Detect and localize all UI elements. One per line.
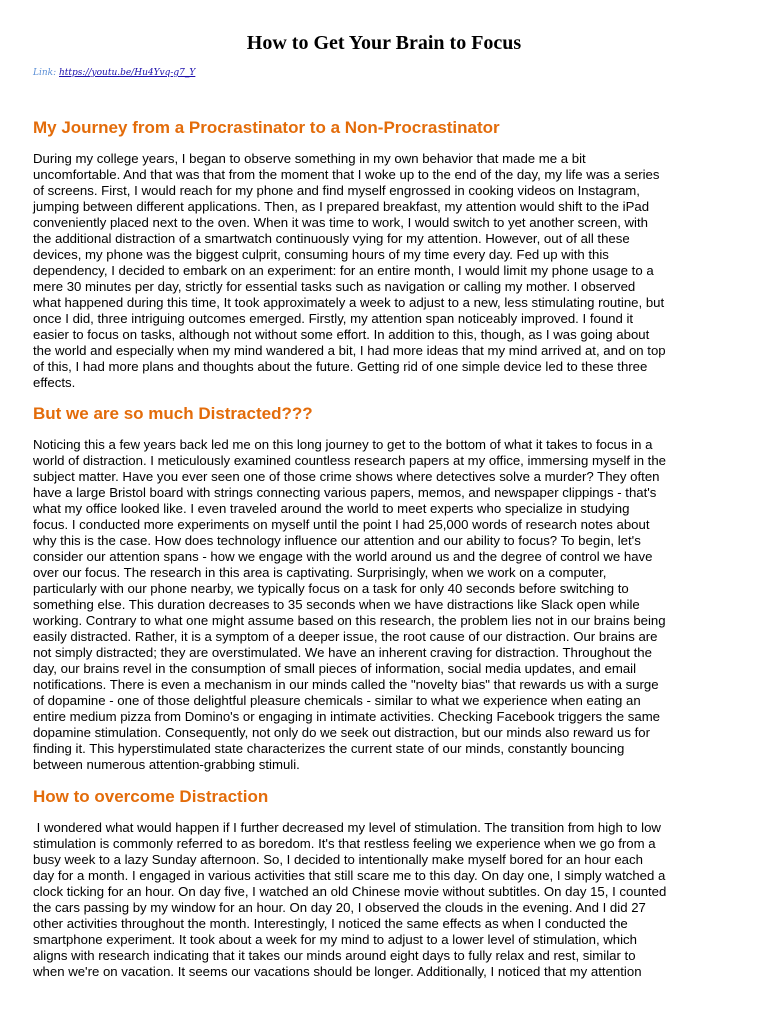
text-line: smartphone experiment. It took about a week for my mind to adjust to a lower level of stimulation, which (33, 932, 637, 947)
text-line: stimulation is commonly referred to as boredom. It's that restless feeling we experience when we go from a (33, 836, 656, 851)
video-link-line (33, 67, 195, 79)
document-title: How to Get Your Brain to Focus (246, 32, 522, 54)
section-body-procrastinator (33, 151, 737, 391)
text-line: busy week to a lazy Sunday afternoon. So, I decided to intentionally make myself bored for an hour each (33, 852, 643, 867)
text-line: working. Contrary to what one might assume based on this research, the problem lies not in our brains being (33, 613, 666, 628)
text-line: easier to focus on tasks, although not without some effort. In addition to this, though, as I was going about (33, 327, 650, 342)
text-line: world of distraction. I meticulously examined countless research papers at my office, immersing myself in the (33, 453, 667, 468)
text-line: jumping between different applications. Then, as I prepared breakfast, my attention would shift to the iPad (33, 199, 650, 214)
text-line: not simply distracted; they are overstimulated. We have an inherent craving for distraction. Throughout the (33, 645, 652, 660)
text-line: aligns with research indicating that it takes our minds around eight days to fully relax and rest, similar to (33, 948, 636, 963)
text-line: the additional distraction of a smartwatch continuously vying for my attention. However, out of all these (33, 231, 630, 246)
text-line: what my office looked like. I even traveled around the world to meet experts who specialize in studying (33, 501, 630, 516)
text-line: clock ticking for an hour. On day five, I watched an old Chinese movie without subtitles. On day 15, I counted (33, 884, 667, 899)
text-line: something else. This duration decreases to 35 seconds when we have distractions like Slack open while (33, 597, 640, 612)
section-body-overcome (33, 820, 737, 980)
section-heading-distracted: But we are so much Distracted??? (33, 404, 313, 423)
text-line: mere 30 minutes per day, strictly for essential tasks such as navigation or calling my mother. I observed (33, 279, 636, 294)
text-line: particularly with our phone nearby, we typically focus on a task for only 40 seconds before switching to (33, 581, 629, 596)
section-heading-procrastinator: My Journey from a Procrastinator to a Non-Procrastinator (33, 118, 500, 137)
text-line: day for a month. I engaged in various activities that still scare me to this day. On day one, I simply watched a (33, 868, 666, 883)
text-line: over our focus. The research in this area is captivating. Surprisingly, when we work on a computer, (33, 565, 607, 580)
text-line: day, our brains revel in the consumption of small pieces of information, social media updates, and email (33, 661, 637, 676)
text-line: once I did, three intriguing outcomes emerged. Firstly, my attention span noticeably improved. I found it (33, 311, 634, 326)
text-line: finding it. This hyperstimulated state characterizes the current state of our minds, constantly bouncing (33, 741, 625, 756)
text-line: dopamine stimulation. Consequently, not only do we seek out distraction, but our minds also reward us for (33, 725, 650, 740)
text-line: consider our attention spans - how we engage with the world around us and the degree of control we have (33, 549, 653, 564)
text-line: devices, my phone was the biggest culprit, consuming hours of my time every day. Fed up with this (33, 247, 609, 262)
text-line: easily distracted. Rather, it is a symptom of a deeper issue, the root cause of our distraction. Our brains are (33, 629, 658, 644)
text-line: between numerous attention-grabbing stimuli. (33, 757, 300, 772)
text-line: entire medium pizza from Domino's or engaging in intimate activities. Checking Facebook triggers the same (33, 709, 661, 724)
text-line: focus. I conducted more experiments on myself until the point I had 25,000 words of research notes about (33, 517, 650, 532)
text-line: have a large Bristol board with strings connecting various papers, memos, and newspaper clippings - that's (33, 485, 657, 500)
text-line: conveniently placed next to the oven. When it was time to work, I would switch to yet another screen, with (33, 215, 648, 230)
text-line: when we're on vacation. It seems our vacations should be longer. Additionally, I noticed that my attention (33, 964, 642, 979)
section-body-distracted (33, 437, 737, 773)
text-line: the cars passing by my window for an hour. On day 20, I observed the clouds in the evening. And I did 27 (33, 900, 646, 915)
text-line: I wondered what would happen if I further decreased my level of stimulation. The transition from high to low (33, 820, 661, 835)
text-line: other activities throughout the month. Interestingly, I noticed the same effects as when I conducted the (33, 916, 628, 931)
text-line: notifications. There is even a mechanism in our minds called the "novelty bias" that rewards us with a surge (33, 677, 659, 692)
text-line: dependency, I decided to embark on an experiment: for an entire month, I would limit my phone usage to a (33, 263, 654, 278)
text-line: Noticing this a few years back led me on this long journey to get to the bottom of what it takes to focus in a (33, 437, 653, 452)
text-line: the world and especially when my mind wandered a bit, I had more ideas that my mind arrived at, and on top (33, 343, 666, 358)
text-line: uncomfortable. And that was that from the moment that I woke up to the end of the day, my life was a series (33, 167, 660, 182)
section-heading-overcome: How to overcome Distraction (33, 787, 269, 806)
video-link[interactable]: https://youtu.be/Hu4Yvq-g7_Y (59, 68, 196, 78)
text-line: of dopamine - one of those delightful pleasure chemicals - similar to what we experience when eating an (33, 693, 641, 708)
text-line: what happened during this time, It took approximately a week to adjust to a new, less stimulating routine, but (33, 295, 665, 310)
text-line: of this, I had more plans and thoughts about the future. Getting rid of one simple device led to these three (33, 359, 648, 374)
text-line: During my college years, I began to observe something in my own behavior that made me a bit (33, 151, 586, 166)
link-label: Link: (33, 68, 57, 78)
text-line: subject matter. Have you ever seen one of those crime shows where detectives solve a murder? They often (33, 469, 660, 484)
text-line: of screens. First, I would reach for my phone and find myself engrossed in cooking videos on Instagram, (33, 183, 640, 198)
text-line: why this is the case. How does technology influence our attention and our ability to focus? To begin, let's (33, 533, 641, 548)
text-line: effects. (33, 375, 76, 390)
